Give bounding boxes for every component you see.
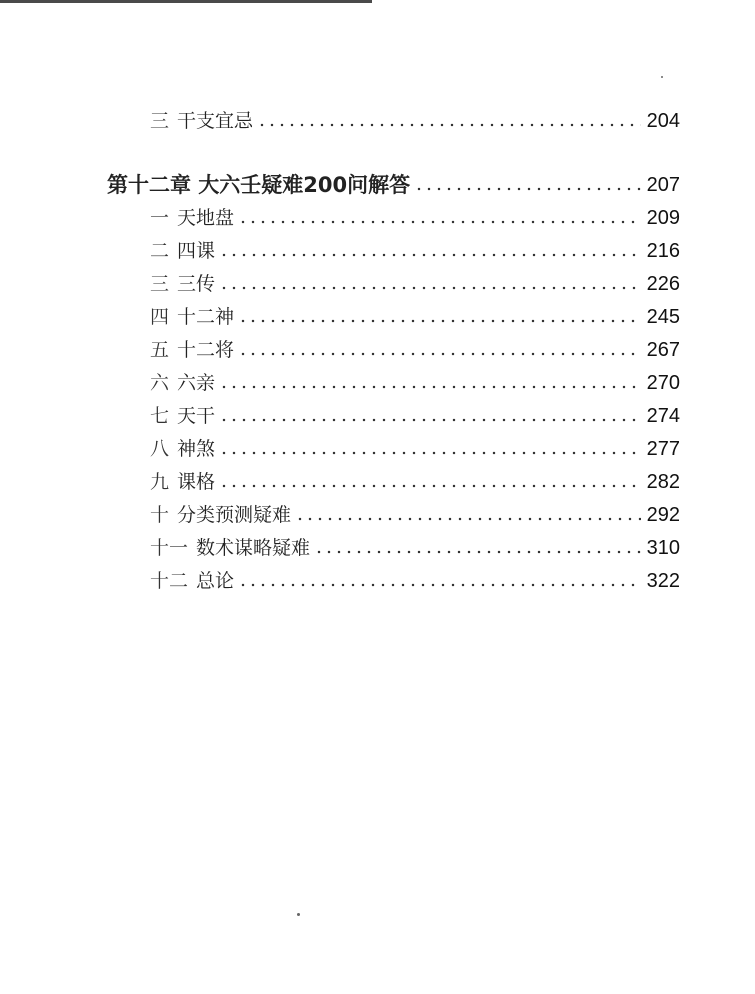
section-page: 216 — [646, 240, 680, 262]
dot-leader — [238, 219, 641, 225]
dot-leader — [314, 549, 641, 555]
section-page: 292 — [646, 504, 680, 526]
toc-chapter-heading[interactable] — [107, 167, 680, 197]
section-title: 十二将 — [177, 339, 235, 361]
chapter-page: 207 — [646, 174, 680, 196]
section-page: 322 — [646, 570, 680, 592]
section-page: 277 — [646, 438, 680, 460]
section-number: 九 — [150, 471, 170, 493]
toc-entry-title: 干支宜忌 — [177, 110, 254, 132]
dot-leader — [238, 318, 641, 324]
toc-section-1[interactable] — [150, 200, 680, 230]
toc-section-2[interactable] — [150, 233, 680, 263]
dot-leader — [219, 417, 641, 423]
toc-section-12[interactable] — [150, 563, 680, 593]
section-title: 天地盘 — [177, 207, 235, 229]
section-number: 六 — [150, 372, 170, 394]
section-page: 270 — [646, 372, 680, 394]
section-title: 四课 — [177, 240, 216, 262]
section-title: 三传 — [177, 273, 216, 295]
section-page: 267 — [646, 339, 680, 361]
section-number: 十一 — [150, 537, 189, 559]
toc-section-9[interactable] — [150, 464, 680, 494]
section-title: 课格 — [177, 471, 216, 493]
dot-leader — [238, 582, 641, 588]
section-number: 十二 — [150, 570, 189, 592]
dot-leader — [219, 384, 641, 390]
toc-entry-page: 204 — [646, 110, 680, 132]
section-page: 226 — [646, 273, 680, 295]
section-number: 十 — [150, 504, 170, 526]
toc-section-10[interactable] — [150, 497, 680, 527]
section-page: 245 — [646, 306, 680, 328]
section-number: 七 — [150, 405, 170, 427]
dot-leader — [219, 285, 641, 291]
dot-leader — [414, 186, 640, 192]
dot-leader — [295, 516, 641, 522]
toc-section-4[interactable] — [150, 299, 680, 329]
section-page: 282 — [646, 471, 680, 493]
section-title: 总论 — [196, 570, 235, 592]
section-page: 209 — [646, 207, 680, 229]
section-number: 四 — [150, 306, 170, 328]
dot-leader — [219, 252, 641, 258]
section-number: 五 — [150, 339, 170, 361]
toc-section-3[interactable] — [150, 266, 680, 296]
section-number: 一 — [150, 207, 170, 229]
section-title: 十二神 — [177, 306, 235, 328]
scan-speck — [297, 913, 300, 916]
section-page: 310 — [646, 537, 680, 559]
chapter-title: 第十二章 大六壬疑难200问解答 — [107, 173, 411, 197]
dot-leader — [238, 351, 641, 357]
section-title: 分类预测疑难 — [177, 504, 292, 526]
toc-section-6[interactable] — [150, 365, 680, 395]
toc-section-11[interactable] — [150, 530, 680, 560]
toc-section-5[interactable] — [150, 332, 680, 362]
section-page: 274 — [646, 405, 680, 427]
toc-entry-top[interactable] — [150, 103, 680, 133]
section-title: 天干 — [177, 405, 216, 427]
section-title: 数术谋略疑难 — [196, 537, 311, 559]
section-number: 三 — [150, 273, 170, 295]
dot-leader — [219, 483, 641, 489]
scan-speck — [661, 76, 663, 78]
section-title: 神煞 — [177, 438, 216, 460]
dot-leader — [219, 450, 641, 456]
section-number: 八 — [150, 438, 170, 460]
section-number: 二 — [150, 240, 170, 262]
toc-entry-number: 三 — [150, 110, 170, 132]
section-title: 六亲 — [177, 372, 216, 394]
dot-leader — [257, 122, 641, 128]
toc-section-7[interactable] — [150, 398, 680, 428]
toc-section-8[interactable] — [150, 431, 680, 461]
